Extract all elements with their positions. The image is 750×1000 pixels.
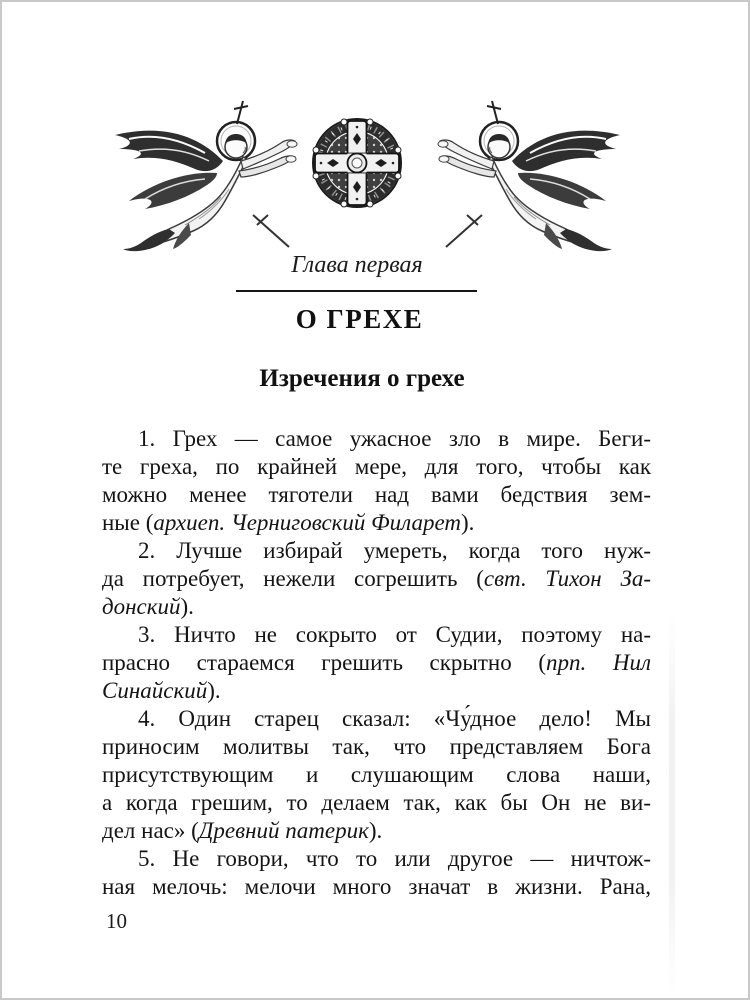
- body-text-segment: 4. Один старец сказал: «Чу́дное дело! Мы: [138, 706, 651, 731]
- paragraph: [102, 425, 651, 537]
- body-text-segment: прасно стараемся грешить скрытно (: [102, 650, 546, 675]
- text-line: [102, 565, 651, 593]
- angel-engraving-left: [115, 101, 297, 251]
- attribution-text: архиеп. Черниговский Филарет: [153, 510, 462, 535]
- text-line: [102, 817, 651, 845]
- body-text-segment: присутствующим и слушающим слова наши,: [102, 762, 651, 787]
- attribution-text: Древний патерик: [198, 818, 369, 843]
- chapter-title: О ГРЕХЕ: [295, 304, 424, 334]
- body-text-segment: ные (: [102, 510, 154, 535]
- body-text-segment: а когда грешим, то делаем так, как бы Он не ви-: [102, 790, 651, 815]
- paragraph: [102, 621, 651, 705]
- body-text-segment: дел нас» (: [102, 818, 199, 843]
- text-line: [102, 621, 651, 649]
- attribution-text: Синайский: [102, 678, 208, 703]
- body-text-segment: 3. Ничто не сокрыто от Судии, поэтому на-: [138, 622, 651, 647]
- body-text-segment: ).: [180, 594, 194, 619]
- body-text-segment: приносим молитвы так, что представляем Бога: [102, 734, 651, 759]
- body-text-segment: можно менее тяготели над вами бедствия зем-: [102, 482, 651, 507]
- page-number: 10: [106, 909, 127, 933]
- body-text-segment: ).: [368, 818, 383, 843]
- text-line: [102, 789, 651, 817]
- text-line: [102, 453, 651, 481]
- body-text-segment: ная мелочь: мелочи много значат в жизни. Рана,: [102, 874, 651, 899]
- angel-engraving-right: [438, 101, 620, 251]
- text-line: [102, 649, 651, 677]
- text-line: [102, 425, 651, 453]
- text-line: [102, 593, 651, 621]
- body-text-segment: 5. Не говори, что то или другое — ничтож-: [138, 846, 651, 871]
- chapter-divider-rule: [236, 290, 477, 292]
- text-line: [102, 761, 651, 789]
- section-subtitle: Изречения о грехе: [259, 365, 465, 392]
- cross-medallion-icon: [313, 119, 401, 207]
- body-text-segment: ).: [461, 510, 475, 535]
- text-line: [102, 845, 651, 873]
- body-text-segment: ).: [207, 678, 221, 703]
- attribution-text: свт. Тихон За-: [483, 566, 651, 591]
- text-line: [102, 733, 651, 761]
- body-text-segment: 1. Грех — самое ужасное зло в мире. Беги-: [138, 426, 651, 451]
- body-text-segment: те греха, по крайней мере, для того, чтобы как: [102, 454, 651, 479]
- scan-edge-shadow: [669, 612, 675, 997]
- text-line: [102, 873, 651, 901]
- text-line: [102, 705, 651, 733]
- chapter-label: Глава первая: [291, 252, 423, 278]
- text-line: [102, 481, 651, 509]
- attribution-text: прп. Нил: [546, 650, 651, 675]
- text-line: [102, 537, 651, 565]
- paragraph: [102, 537, 651, 621]
- body-text-segment: да потребует, нежели согрешить (: [102, 566, 484, 591]
- attribution-text: донский: [102, 594, 181, 619]
- paragraph: [102, 845, 651, 901]
- chapter-header-artwork: [105, 97, 630, 260]
- text-line: [102, 509, 651, 537]
- body-text: [102, 425, 651, 901]
- paragraph: [102, 705, 651, 845]
- text-line: [102, 677, 651, 705]
- body-text-segment: 2. Лучше избирай умереть, когда того нуж-: [138, 538, 651, 563]
